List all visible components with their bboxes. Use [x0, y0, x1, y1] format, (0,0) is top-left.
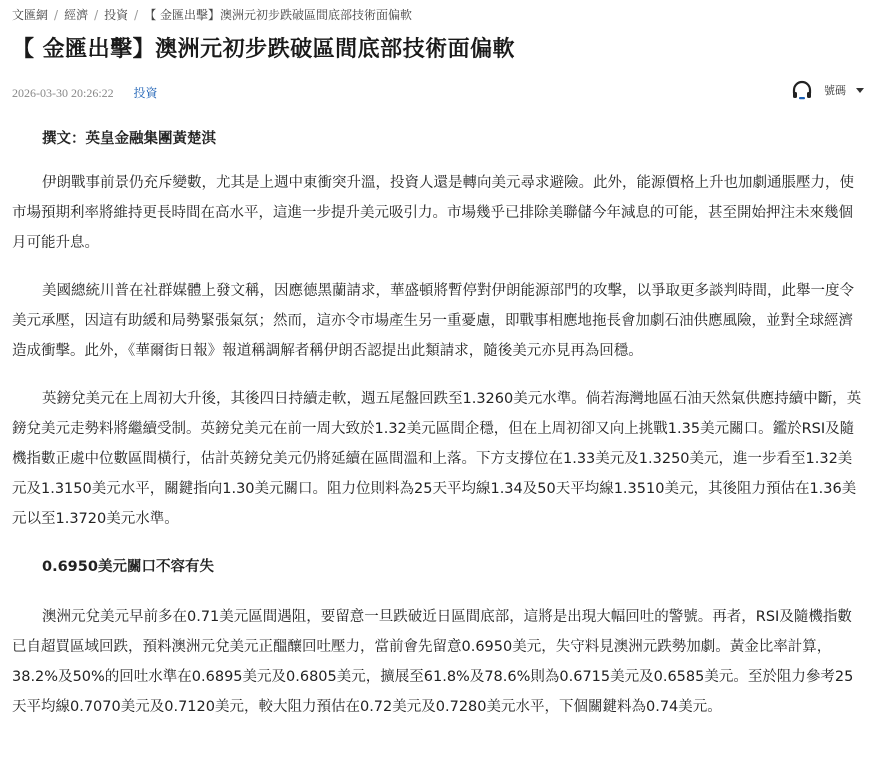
- article-body: [12, 114, 862, 740]
- breadcrumb-separator: /: [134, 8, 139, 22]
- category-link[interactable]: 投資: [133, 86, 158, 100]
- font-size-label: 號碼: [824, 84, 846, 97]
- article-paragraph: 澳洲元兌美元早前多在0.71美元區間遇阻，要留意一旦跌破近日區間底部，這將是出現大幅回吐的警號。再者，RSI及隨機指數已自超買區域回跌，預料澳洲元兌美元正醞釀回吐壓力，當前會先留意0.6950美元，失守料見澳洲元跌勢加劇。黃金比率計算，38.2%及50%的回吐水準在0.6895美元及0.6805美元，擴展至61.8%及78.6%則為0.6715美元及0.6585美元。至於阻力參考25天平均線0.7070美元及0.7120美元，較大阻力預估在0.72美元及0.7280美元水平，下個關鍵料為0.74美元。: [12, 609, 854, 715]
- breadcrumb-item-home[interactable]: 文匯網: [12, 8, 49, 22]
- breadcrumb-separator: /: [94, 8, 99, 22]
- breadcrumb-item-current[interactable]: 【 金匯出擊】澳洲元初步跌破區間底部技術面偏軟: [144, 8, 413, 22]
- headphones-icon[interactable]: [790, 78, 814, 102]
- article-paragraph: 美國總統川普在社群媒體上發文稱，因應德黑蘭請求，華盛頓將暫停對伊朗能源部門的攻擊，以爭取更多談判時間，此舉一度令美元承壓，因這有助緩和局勢緊張氣氛；然而，這亦令市場產生另一重憂慮，即戰事相應地拖長會加劇石油供應風險，並對全球經濟造成衝擊。此外，《華爾街日報》報道稱調解者稱伊朗否認提出此類請求，隨後美元亦見再為回穩。: [12, 283, 854, 359]
- article-subheading: 0.6950美元關口不容有失: [42, 559, 214, 575]
- publish-datetime: 2026-03-30 20:26:22: [12, 86, 114, 100]
- caret-down-icon: [856, 88, 864, 93]
- article-meta: [12, 84, 158, 101]
- font-size-dropdown[interactable]: [824, 82, 864, 98]
- breadcrumb-separator: /: [54, 8, 59, 22]
- breadcrumb: [12, 6, 412, 23]
- article-byline: 撰文：英皇金融集團黃楚淇: [42, 131, 216, 147]
- article-paragraph: 伊朗戰事前景仍充斥變數，尤其是上週中東衝突升溫，投資人還是轉向美元尋求避險。此外，能源價格上升也加劇通脹壓力，使市場預期利率將維持更長時間在高水平，這進一步提升美元吸引力。市場幾乎已排除美聯儲今年減息的可能，甚至開始押注未來幾個月可能升息。: [12, 175, 854, 251]
- article-title: 【 金匯出擊】澳洲元初步跌破區間底部技術面偏軟: [12, 37, 516, 62]
- article-tools: [790, 78, 864, 102]
- breadcrumb-item-investment[interactable]: 投資: [104, 8, 129, 22]
- article-paragraph: 英鎊兌美元在上周初大升後，其後四日持續走軟，週五尾盤回跌至1.3260美元水準。倘若海灣地區石油天然氣供應持續中斷，英鎊兌美元走勢料將繼續受制。英鎊兌美元在前一周大致於1.32美元區間企穩，但在上周初卻又向上挑戰1.35美元關口。鑑於RSI及隨機指數正處中位數區間橫行，估計英鎊兌美元仍將延續在區間溫和上落。下方支撐位在1.33美元及1.3250美元，進一步看至1.32美元及1.3150美元水平，關鍵指向1.30美元關口。阻力位則料為25天平均線1.34及50天平均線1.3510美元，其後阻力預估在1.36美元以至1.3720美元水準。: [12, 391, 862, 527]
- breadcrumb-item-economy[interactable]: 經濟: [64, 8, 89, 22]
